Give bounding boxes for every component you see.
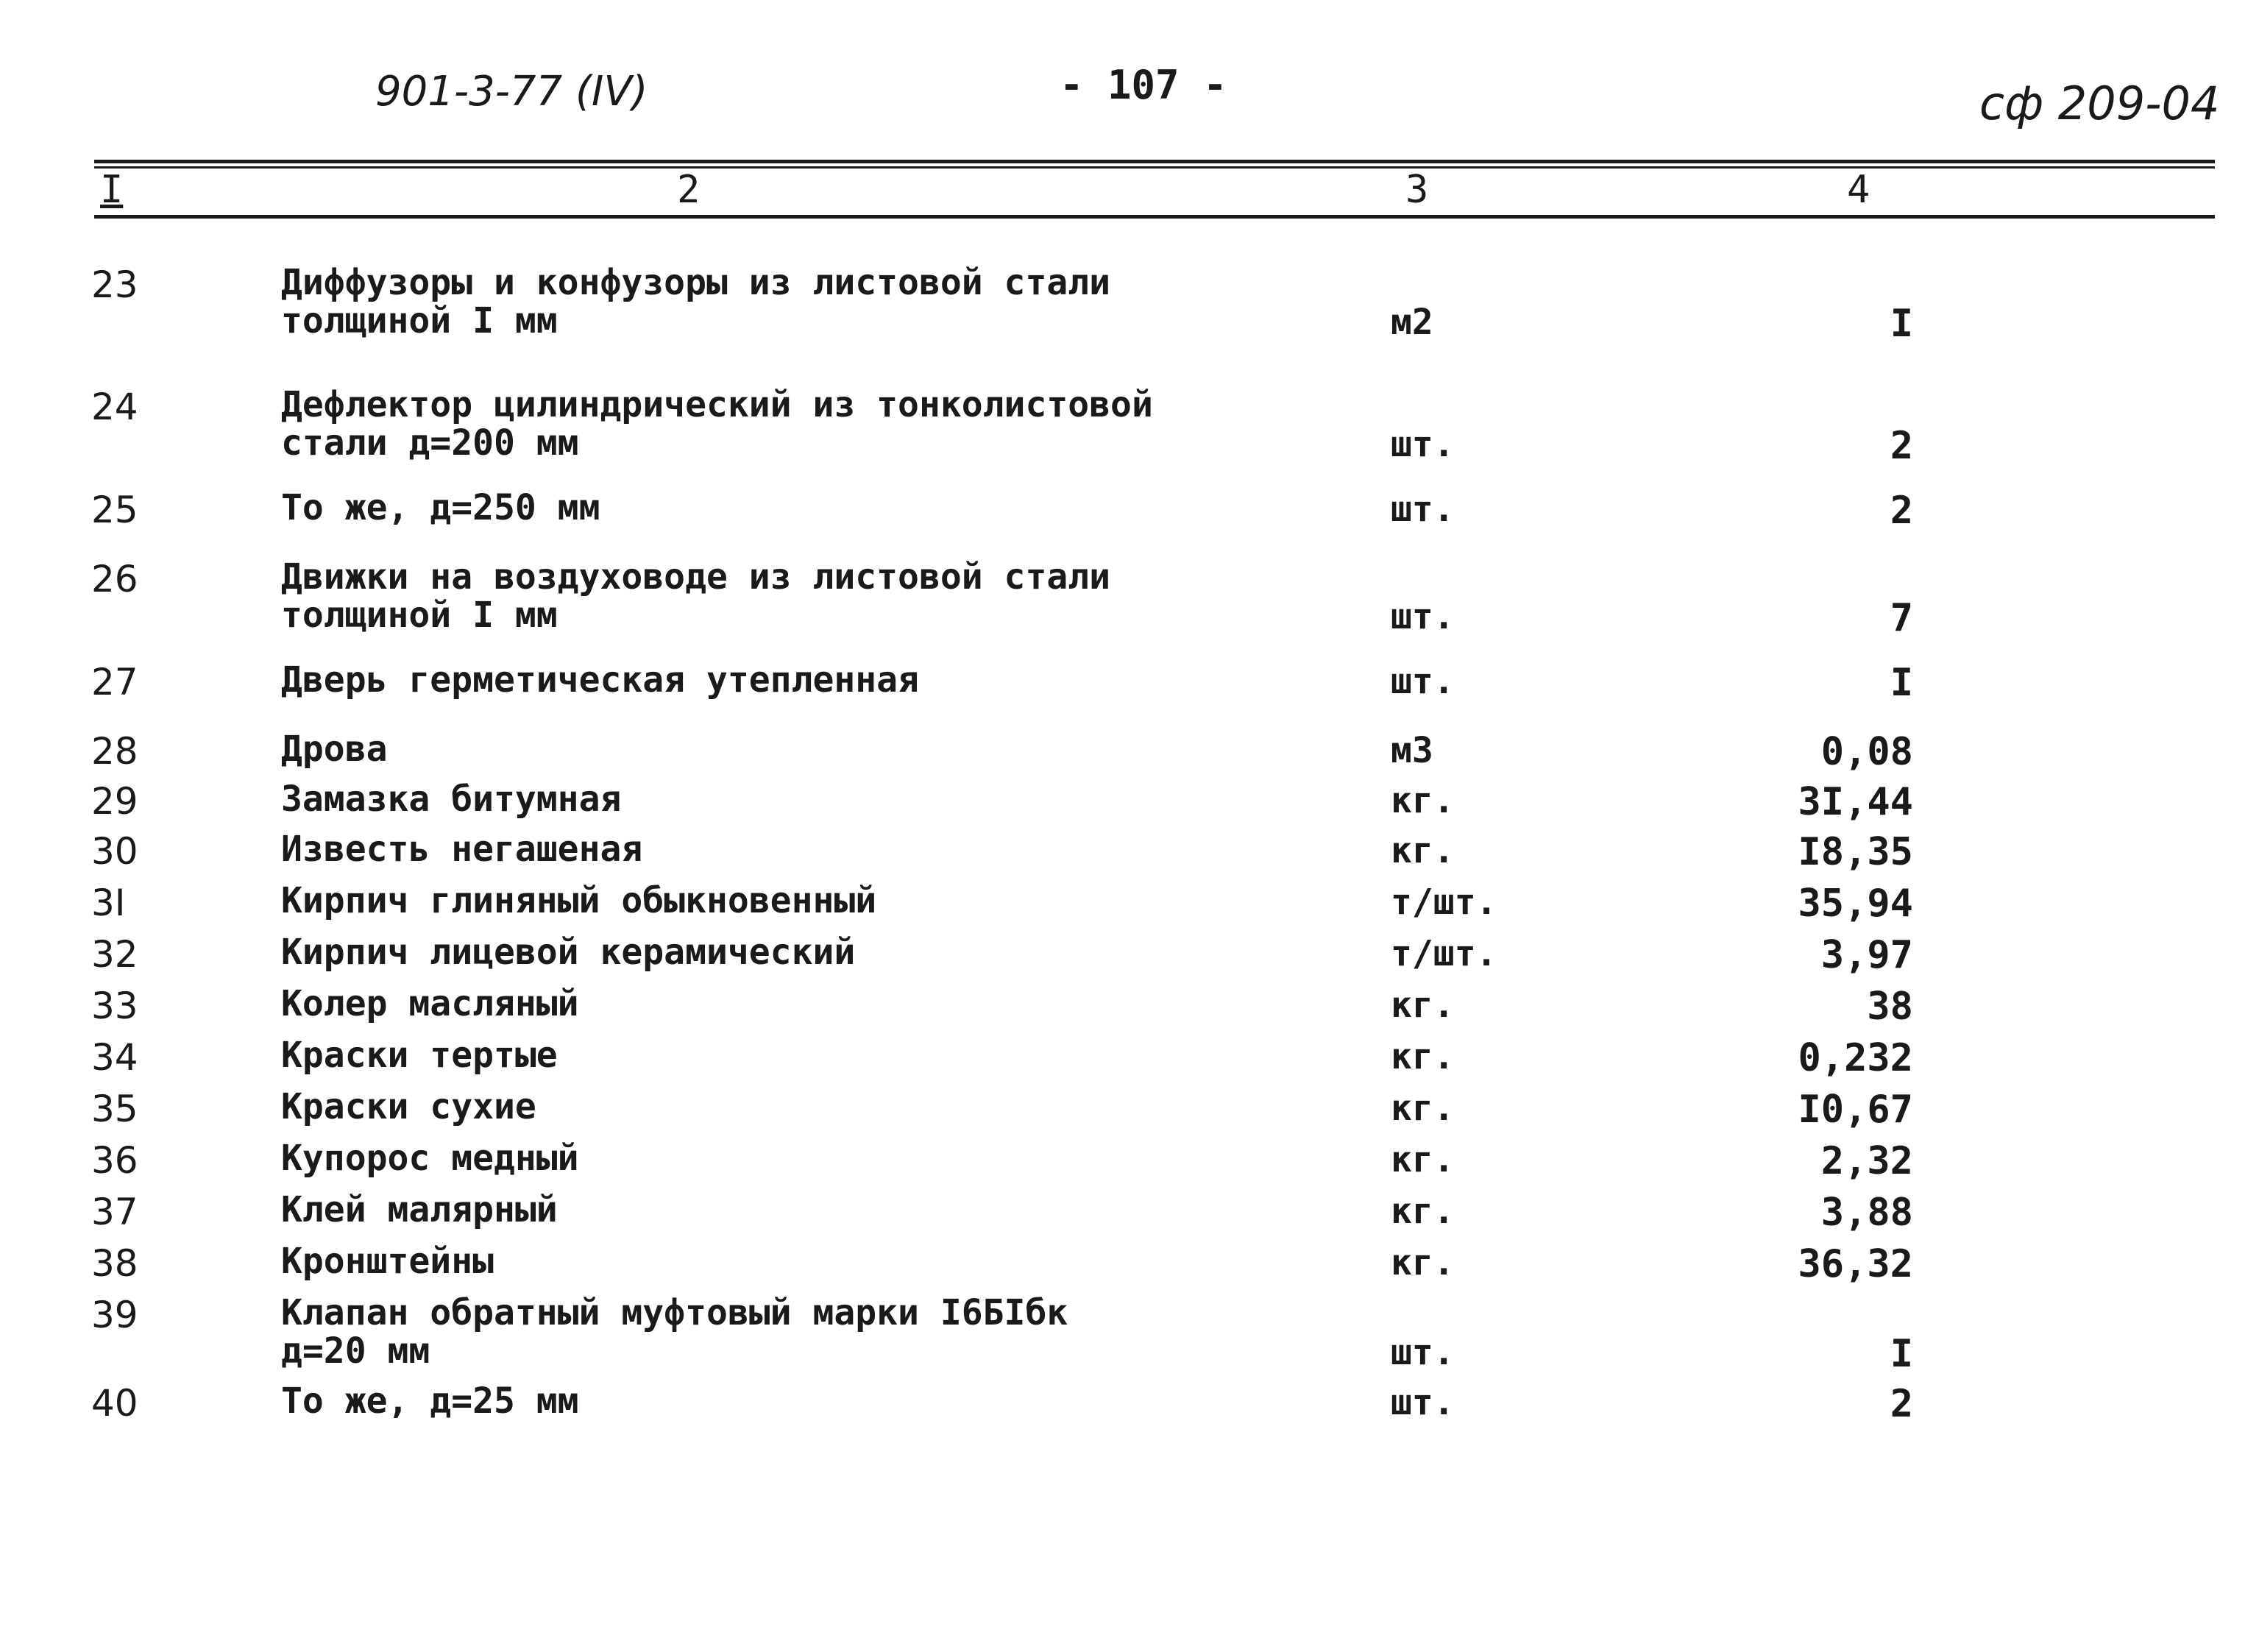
material-name-line: Кирпич глиняный обыкновенный xyxy=(281,880,877,921)
quantity: I8,35 xyxy=(1798,830,1913,874)
row-number: 25 xyxy=(91,489,138,531)
unit: шт. xyxy=(1391,489,1455,530)
material-name xyxy=(281,1382,579,1420)
row-number: 39 xyxy=(91,1294,138,1336)
table-top-rule xyxy=(94,160,2215,163)
material-name-line: Кронштейны xyxy=(281,1241,494,1282)
sheet-code: сф 209-04 xyxy=(1979,77,2220,130)
material-name-line: Известь негашеная xyxy=(281,829,643,870)
column-header-2: 2 xyxy=(677,168,701,212)
quantity: I xyxy=(1890,1332,1913,1376)
material-name xyxy=(281,263,1110,340)
quantity: 36,32 xyxy=(1798,1242,1913,1286)
material-name-line: То же, д=250 мм xyxy=(281,487,600,528)
quantity: 3,88 xyxy=(1820,1191,1913,1235)
quantity: 2 xyxy=(1890,489,1913,533)
material-name xyxy=(281,661,919,699)
row-number: 37 xyxy=(91,1191,138,1233)
material-name-line: стали д=200 мм xyxy=(281,422,579,464)
material-name-line: Дверь герметическая утепленная xyxy=(281,659,919,701)
unit: м2 xyxy=(1391,302,1433,343)
quantity: 3I,44 xyxy=(1798,780,1913,824)
material-name xyxy=(281,985,579,1023)
material-name xyxy=(281,780,621,818)
doc-code: 901-3-77 (IV) xyxy=(375,68,648,116)
row-number: 33 xyxy=(91,985,138,1027)
material-name xyxy=(281,1242,494,1280)
unit: шт. xyxy=(1391,424,1455,465)
quantity: I0,67 xyxy=(1798,1088,1913,1132)
row-number: 36 xyxy=(91,1139,138,1182)
quantity: I xyxy=(1890,661,1913,705)
quantity: 2 xyxy=(1890,1382,1913,1426)
material-name xyxy=(281,558,1110,634)
quantity: 38 xyxy=(1867,985,1913,1029)
unit: шт. xyxy=(1391,1382,1455,1423)
material-name xyxy=(281,882,876,920)
quantity: 2,32 xyxy=(1820,1139,1913,1183)
unit: шт. xyxy=(1391,1332,1455,1373)
row-number: 40 xyxy=(91,1382,138,1425)
unit: кг. xyxy=(1391,1036,1455,1077)
material-name xyxy=(281,386,1153,462)
material-name xyxy=(281,1294,1068,1370)
material-name xyxy=(281,1191,558,1229)
row-number: 29 xyxy=(91,780,138,823)
table-header-rule xyxy=(94,215,2215,219)
unit: шт. xyxy=(1391,661,1455,702)
row-number: 26 xyxy=(91,558,138,600)
material-name-line: Клей малярный xyxy=(281,1189,558,1230)
material-name-line: Замазка битумная xyxy=(281,779,622,820)
material-name-line: Диффузоры и конфузоры из листовой стали xyxy=(281,262,1111,303)
row-number: 24 xyxy=(91,386,138,428)
material-name-line: Колер масляный xyxy=(281,983,579,1024)
unit: кг. xyxy=(1391,1088,1455,1129)
material-name xyxy=(281,1088,536,1126)
unit: кг. xyxy=(1391,985,1455,1026)
unit: м3 xyxy=(1391,730,1433,771)
material-name-line: Купорос медный xyxy=(281,1138,579,1179)
row-number: 34 xyxy=(91,1036,138,1079)
material-name-line: Краски сухие xyxy=(281,1086,536,1127)
material-name-line: д=20 мм xyxy=(281,1330,430,1372)
unit: кг. xyxy=(1391,780,1455,821)
material-name-line: Движки на воздуховоде из листовой стали xyxy=(281,556,1111,598)
unit: т/шт. xyxy=(1391,882,1497,923)
unit: кг. xyxy=(1391,830,1455,871)
unit: кг. xyxy=(1391,1139,1455,1180)
row-number: 3I xyxy=(91,882,126,924)
quantity: 0,08 xyxy=(1820,730,1913,774)
row-number: 30 xyxy=(91,830,138,873)
quantity: 3,97 xyxy=(1820,933,1913,977)
column-header-3: 3 xyxy=(1405,168,1429,212)
material-name-line: То же, д=25 мм xyxy=(281,1380,579,1422)
material-name xyxy=(281,830,642,868)
row-number: 27 xyxy=(91,661,138,703)
row-number: 28 xyxy=(91,730,138,773)
material-name xyxy=(281,730,388,768)
material-name-line: Кирпич лицевой керамический xyxy=(281,932,856,973)
unit: кг. xyxy=(1391,1242,1455,1283)
column-header-1: I xyxy=(100,168,124,212)
material-name-line: Клапан обратный муфтовый марки I6БIбк xyxy=(281,1292,1068,1333)
quantity: I xyxy=(1890,302,1913,346)
material-name-line: толщиной I мм xyxy=(281,300,558,341)
material-name xyxy=(281,1036,558,1074)
row-number: 35 xyxy=(91,1088,138,1130)
quantity: 0,232 xyxy=(1798,1036,1913,1080)
unit: шт. xyxy=(1391,596,1455,637)
material-name-line: Краски тертые xyxy=(281,1035,558,1076)
quantity: 2 xyxy=(1890,424,1913,468)
quantity: 35,94 xyxy=(1798,882,1913,926)
material-name-line: Дефлектор цилиндрический из тонколистовой xyxy=(281,384,1153,425)
row-number: 38 xyxy=(91,1242,138,1285)
unit: т/шт. xyxy=(1391,933,1497,974)
material-name xyxy=(281,933,855,971)
column-header-4: 4 xyxy=(1847,168,1870,212)
material-name xyxy=(281,1139,579,1177)
row-number: 23 xyxy=(91,263,138,306)
material-name-line: Дрова xyxy=(281,728,388,770)
material-name xyxy=(281,489,600,527)
row-number: 32 xyxy=(91,933,138,976)
table-top-rule-inner xyxy=(94,166,2215,169)
unit: кг. xyxy=(1391,1191,1455,1232)
material-name-line: толщиной I мм xyxy=(281,595,558,636)
page-number: - 107 - xyxy=(1060,62,1227,108)
quantity: 7 xyxy=(1890,596,1913,640)
